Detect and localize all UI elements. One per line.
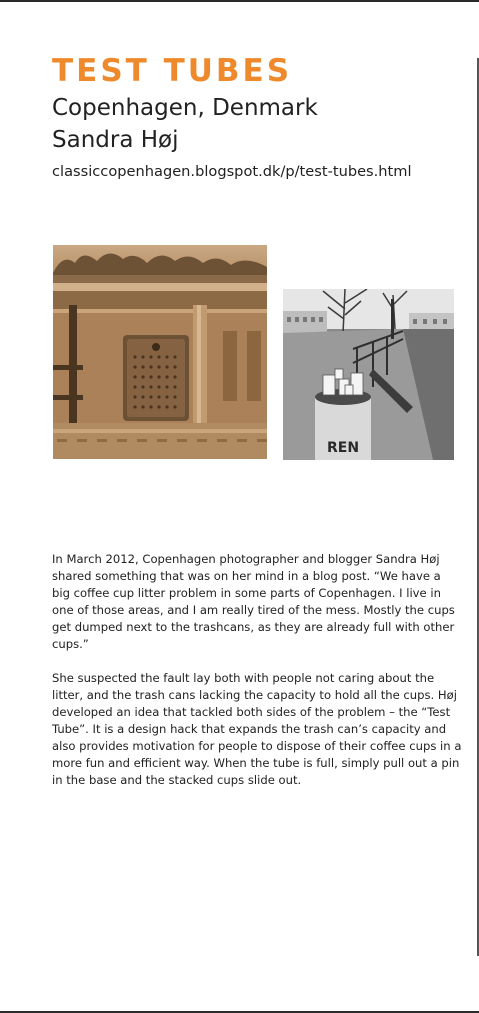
trash-can-wall-illustration bbox=[53, 245, 267, 459]
test-tube-street-illustration bbox=[283, 289, 454, 460]
page-title: TEST TUBES bbox=[52, 53, 293, 89]
top-border bbox=[0, 0, 479, 2]
source-url[interactable]: classiccopenhagen.blogspot.dk/p/test-tubes.html bbox=[52, 163, 412, 180]
test-tube-street-photo bbox=[283, 289, 454, 460]
location-subtitle: Copenhagen, Denmark bbox=[52, 95, 318, 121]
trash-can-sign: REN bbox=[326, 440, 360, 456]
paragraph-1: In March 2012, Copenhagen photographer and blogger Sandra Høj shared something that was on her mind in a blog post. “We have a big coffee cup litter problem in some parts of Copenhagen. I live in one of those areas, and I am really tired of the mess. Mostly the cups get dumped next to the trashcans, as they are already full with other cups.” bbox=[52, 552, 455, 651]
trash-can-wall-photo bbox=[53, 245, 267, 459]
article-body bbox=[52, 551, 462, 806]
paragraph-2: She suspected the fault lay both with people not caring about the litter, and the trash cans lacking the capacity to hold all the cups. Høj developed an idea that tackled both sides of the problem – the “Test Tube”. It is a design hack that expands the trash can’s capacity and also provides motivation for people to dispose of their coffee cups in a more fun and efficient way. When the tube is full, simply pull out a pin in the base and the stacked cups slide out. bbox=[52, 671, 462, 787]
author-name: Sandra Høj bbox=[52, 127, 179, 153]
